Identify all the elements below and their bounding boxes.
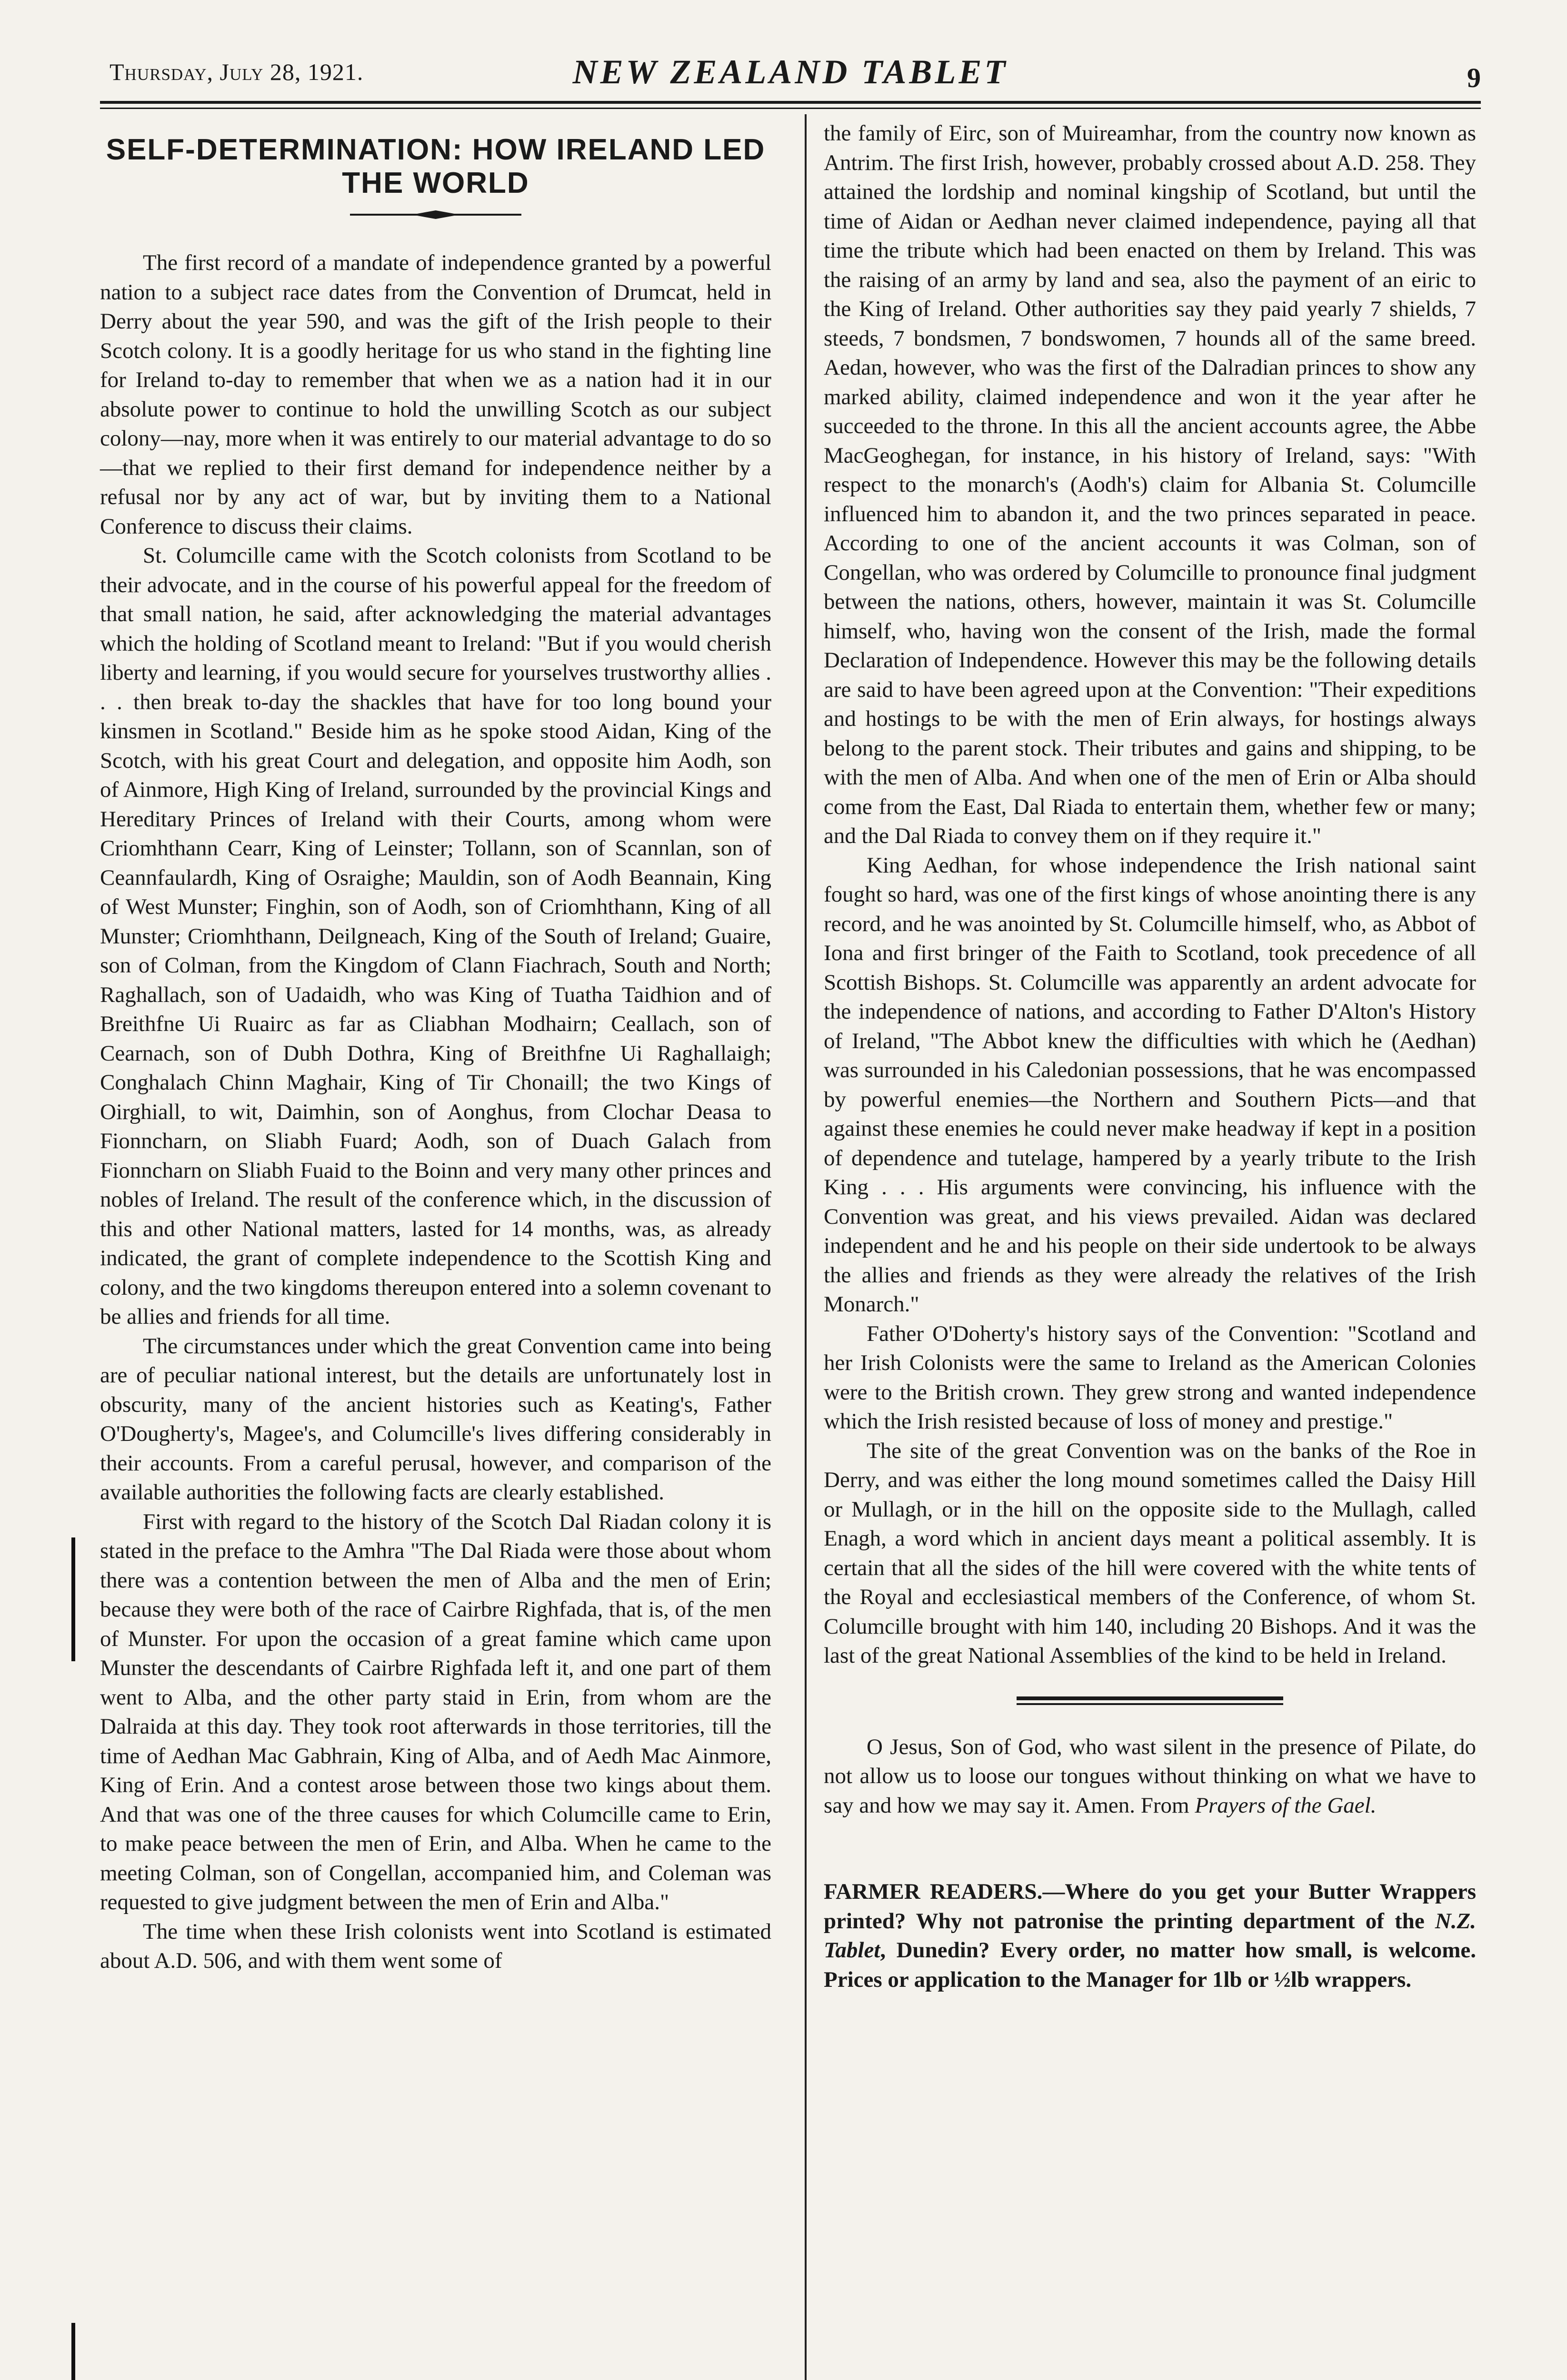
margin-mark xyxy=(71,2323,75,2380)
prayer-source: Prayers of the Gael. xyxy=(1195,1793,1377,1818)
paragraph: St. Columcille came with the Scotch colonists from Scotland to be their advocate, and in the course of his powerful appeal for the freedom of that small nation, he said, after acknowledging the material advantages which the holding of Scotland meant to Ireland: "But if you would cherish liberty and learning, if you would secure for yourselves trustworthy allies . . . then break to-day the shackles that have for too long bound your kinsmen in Scotland." Beside him as he spoke stood Aidan, King of the Scotch, with his great Court and delegation, and opposite him Aodh, son of Ainmore, High King of Ireland, surrounded by the provincial Kings and Hereditary Princes of Ireland with their Courts, among whom were Criomhthann Cearr, King of Leinster; Tollann, son of Scannlan, son of Ceannfaulardh, King of Osraighe; Mauldin, son of Aodh Beannain, King of West Munster; Finghin, son of Aodh, son of Criomhthann, King of all Munster; Criomhthann, Deilgneach, King of the South of Ireland; Guaire, son of Colman, from the Kingdom of Clann Fiachrach, South and North; Raghallach, son of Uadaidh, who was King of Tuatha Taidhion and of Breithfne Ui Ruairc as far as Cliabhan Modhairn; Ceallach, son of Cearnach, son of Dubh Dothra, King of Breithfne Ui Raghallaigh; Conghalach Chinn Maghair, King of Tir Chonaill; the two Kings of Oirghiall, to wit, Daimhin, son of Aonghus, from Clochar Deasa to Fionncharn, on Sliabh Fuard; Aodh, son of Duach Galach from Fionncharn on Sliabh Fuaid to the Boinn and very many other princes and nobles of Ireland. The result of the conference which, in the discussion of this and other National matters, lasted for 14 months, was, as already indicated, the grant of complete independence to the Scottish King and colony, and the two kingdoms thereupon entered into a solemn covenant to be allies and friends for all time. xyxy=(100,543,771,1329)
paragraph: The site of the great Convention was on the banks of the Roe in Derry, and was either the long mound sometimes called the Daisy Hill or Mullagh, or in the hill on the opposite side to the Mullagh, called Enagh, a word which in ancient days meant a political assembly. It is certain that all the sides of the hill were covered with the white tents of the Royal and ecclesiastical members of the Conference, of whom St. Columcille brought with him 140, including 20 Bishops. And it was the last of the great National Assemblies of the kind to be held in Ireland. xyxy=(824,1438,1476,1668)
page-number: 9 xyxy=(1467,62,1481,93)
paragraph: Father O'Doherty's history says of the Convention: "Scotland and her Irish Colonists were the same to Ireland as the American Colonies were to the British crown. They grew strong and wanted independence which the Irish resisted because of loss of money and prestige." xyxy=(824,1321,1476,1434)
paragraph: the family of Eirc, son of Muireamhar, from the country now known as Antrim. The first Irish, however, probably crossed about A.D. 258. They attained the lordship and nominal kingship of Scotland, but until the time of Aidan or Aedhan never claimed independence, paying all that time the tribute which had been enacted on them by Ireland. This was the raising of an army by land and sea, also the payment of an eiric to the King of Ireland. Other authorities say they paid yearly 7 shields, 7 steeds, 7 bondsmen, 7 bondswomen, 7 hounds all of the same breed. Aedan, however, who was the first of the Dalradian princes to show any marked ability, claimed independence and won it the year after he succeeded to the throne. In this all the ancient accounts agree, the Abbe MacGeoghegan, for instance, in his history of Ireland, says: "With respect to the monarch's (Aodh's) claim for Albania St. Columcille influenced him to abandon it, and the two princes separated in peace. According to one of the ancient accounts it was Colman, son of Congellan, who was ordered by Columcille to pronounce final judgment between the nations, others, however, maintain it was St. Columcille himself, who, having won the consent of the Irish, made the formal Declaration of Independence. However this may be the following details are said to have been agreed upon at the Convention: "Their expeditions and hostings to be with the men of Erin always, for hostings always belong to the parent stock. Their tributes and gains and shipping, to be with the men of Alba. And when one of the men of Erin or Alba should come from the East, Dal Riada to entertain them, whether few or many; and the Dal Riada to convey them on if they require it." xyxy=(824,121,1476,848)
paragraph: First with regard to the history of the Scotch Dal Riadan colony it is stated in the preface to the Amhra "The Dal Riada were those about whom there was a contention between the men of Alba and the men of Erin; because they were both of the race of Cairbre Righfada, that is, of the men of Munster. For upon the occasion of a great famine which came upon Munster the descendants of Cairbre Righfada left it, and one part of them went to Alba, and the other party staid in Erin, from whom are the Dalraida at this day. They took root afterwards in those territories, till the time of Aedhan Mac Gabhrain, King of Alba, and of Aedh Mac Ainmore, King of Erin. And a contest arose between those two kings about them. And that was one of the three causes for which Columcille came to Erin, to make peace between the men of Erin, and Alba. When he came to the meeting Colman, son of Congellan, accompanied him, and Coleman was requested to give judgment between the men of Erin and Alba." xyxy=(100,1509,771,1914)
title-ornament xyxy=(350,209,521,220)
paragraph: The time when these Irish colonists went into Scotland is estimated about A.D. 506, and with them went some of xyxy=(100,1919,771,1973)
paragraph: The circumstances under which the great Convention came into being are of peculiar national interest, but the details are unfortunately lost in obscurity, many of the ancient histories such as Keating's, Father O'Dougherty's, Magee's, and Columcille's lives differing considerably in their accounts. From a careful perusal, however, and comparison of the available authorities the following facts are clearly established. xyxy=(100,1333,771,1505)
header-rule xyxy=(100,101,1481,104)
margin-mark xyxy=(71,1537,75,1661)
prayer-body: O Jesus, Son of God, who wast silent in the presence of Pilate, do not allow us to loose our tongues without thinking on what we have to say and how we may say it. Amen. From xyxy=(824,1734,1476,1818)
notice-text xyxy=(824,1877,1476,1994)
paragraph: The first record of a mandate of independence granted by a powerful nation to a subject race dates from the Convention of Drumcat, held in Derry about the year 590, and was the gift of the Irish people to their Scotch colony. It is a goodly heritage for us who stand in the fighting line for Ireland to-day to remember that when we as a nation had it in our absolute power to continue to hold the unwilling Scotch as our subject colony—nay, more when it was entirely to our material advantage to do so—that we replied to their first demand for independence neither by a refusal nor by any act of war, but by inviting them to a National Conference to discuss their claims. xyxy=(100,250,771,539)
notice-tail: , Dunedin? Every order, no matter how small, is welcome. Prices or application to the Manager for 1lb or ½lb wrappers. xyxy=(824,1938,1476,1992)
header-rule-thin xyxy=(100,108,1481,109)
notice-publication: N.Z. Tablet xyxy=(824,1908,1476,1963)
article-title: SELF-DETERMINATION: HOW IRELAND LED THE WORLD xyxy=(106,133,766,199)
right-column xyxy=(824,119,1476,1994)
article-body-right xyxy=(824,119,1476,1671)
left-column xyxy=(100,119,771,1976)
prayer-text xyxy=(824,1733,1476,1821)
farmer-notice xyxy=(824,1877,1476,1994)
page-header xyxy=(100,52,1481,95)
masthead: NEW ZEALAND TABLET xyxy=(572,53,1008,91)
issue-date: Thursday, July 28, 1921. xyxy=(110,59,364,85)
article-body-left xyxy=(100,248,771,1976)
prayer-box xyxy=(824,1733,1476,1821)
notice-body: FARMER READERS.—Where do you get your Butter Wrappers printed? Why not patronise the printing department of the xyxy=(824,1879,1476,1934)
column-divider xyxy=(805,114,807,2380)
paragraph: King Aedhan, for whose independence the Irish national saint fought so hard, was one of the first kings of whose anointing there is any record, and he was anointed by St. Columcille himself, who, as Abbot of Iona and first bringer of the Faith to Scotland, took precedence of all Scottish Bishops. St. Columcille was apparently an ardent advocate for the independence of nations, and according to Father D'Alton's History of Ireland, "The Abbot knew the difficulties with which he (Aedhan) was surrounded in his Caledonian possessions, that he was encompassed by powerful enemies—the Northern and Southern Picts—and that against these enemies he could never make headway if kept in a position of dependence and tutelage, hampered by a yearly tribute to the Irish King . . . His arguments were convincing, his influence with the Convention was great, and his views prevailed. Aidan was declared independent and he and his people on their side undertook to be always the allies and friends as they were already the relatives of the Irish Monarch." xyxy=(824,853,1476,1317)
section-rule xyxy=(1017,1695,1283,1709)
